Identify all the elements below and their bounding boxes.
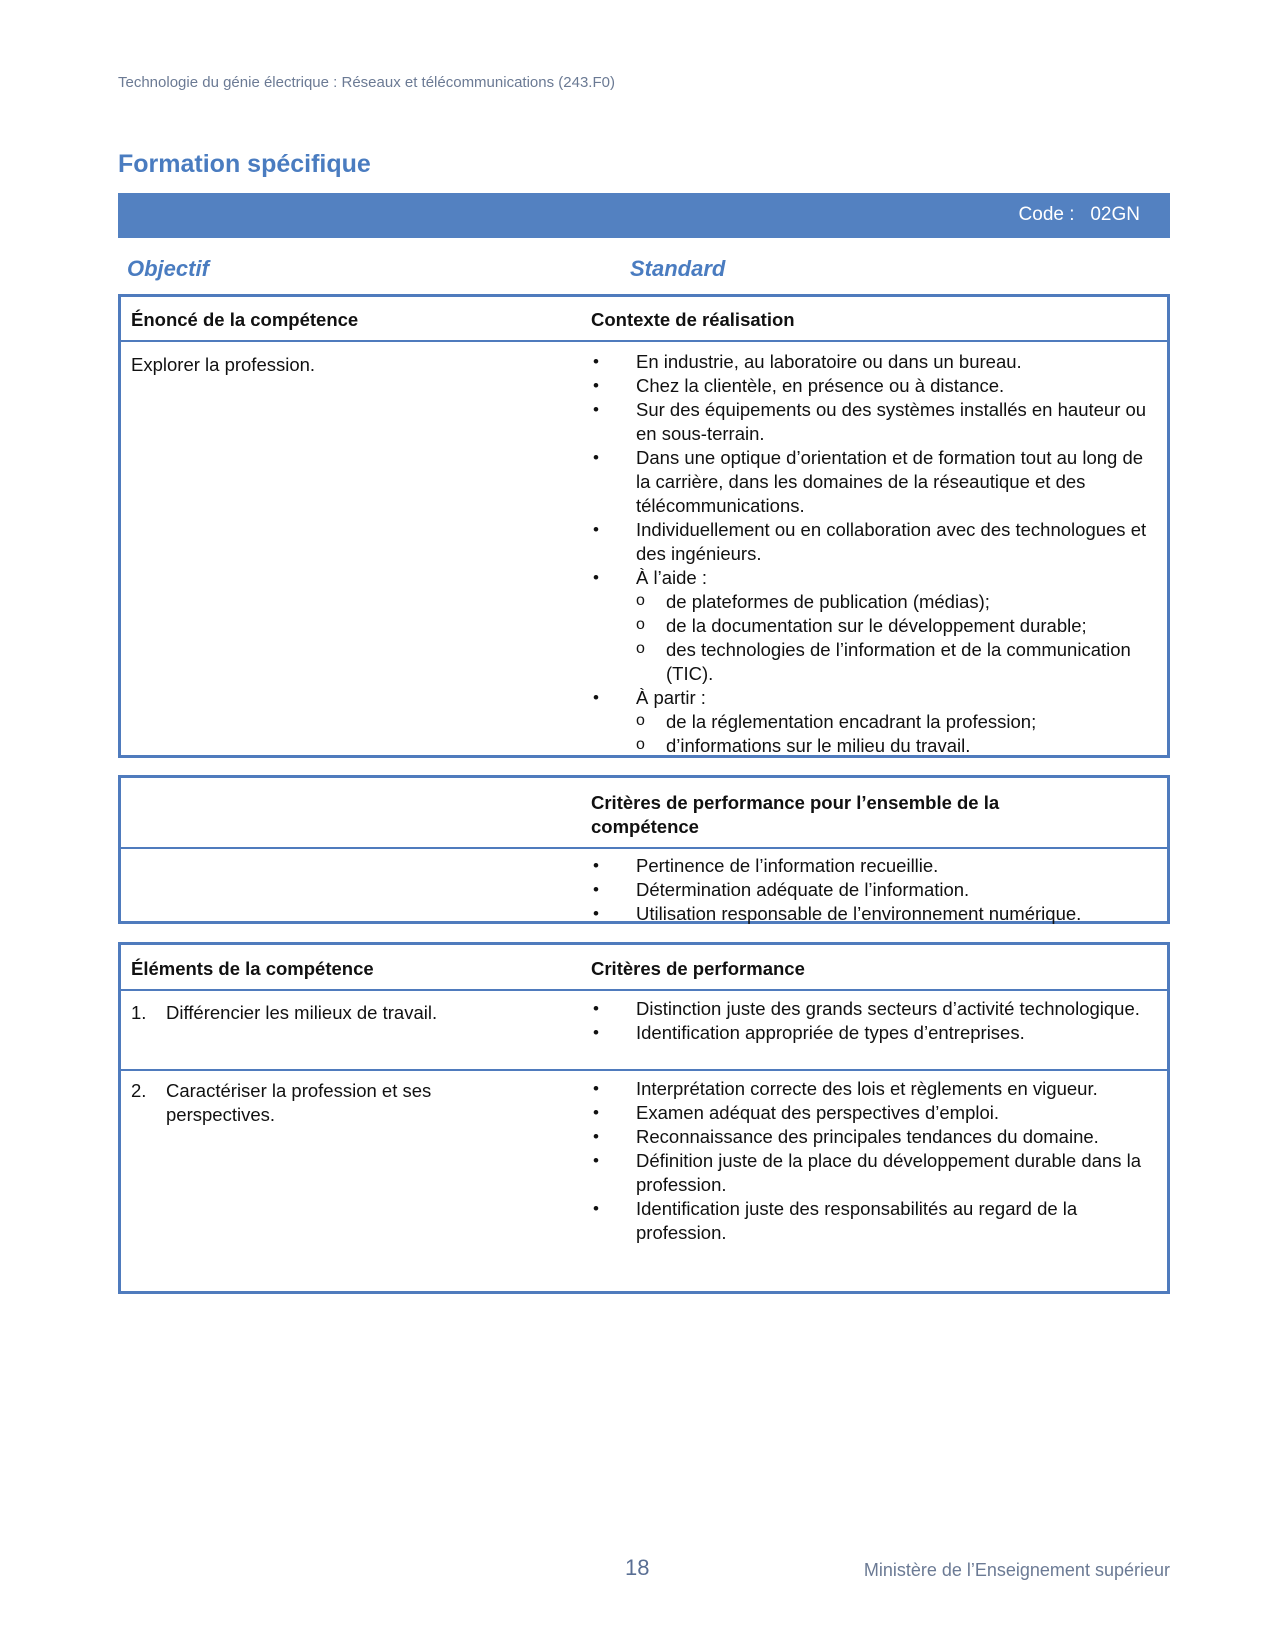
partir-sub-item: o de la réglementation encadrant la profession; — [636, 710, 1151, 734]
contexte-item: • Chez la clientèle, en présence ou à distance. — [591, 374, 1151, 398]
element-text — [131, 1079, 491, 1127]
competence-table — [118, 294, 1170, 758]
element-text — [131, 1001, 571, 1025]
global-criteria-list — [591, 854, 1151, 926]
element-criteria-item: • Reconnaissance des principales tendances du domaine. — [591, 1125, 1151, 1149]
element-number: 2. — [131, 1080, 147, 1101]
element-criteria-item: • Examen adéquat des perspectives d’emploi. — [591, 1101, 1151, 1125]
enonce-heading: Énoncé de la compétence — [131, 309, 359, 330]
elements-heading: Éléments de la compétence — [131, 958, 374, 979]
global-criteria-header — [121, 778, 1167, 847]
aide-label: À l’aide : — [636, 567, 707, 588]
aide-sub-item: o de la documentation sur le développement durable; — [636, 614, 1151, 638]
partir-item — [591, 686, 1151, 758]
code-value: 02GN — [1090, 204, 1140, 225]
contexte-list — [591, 350, 1151, 758]
element-label: Différencier les milieux de travail. — [166, 1002, 438, 1023]
section-title: Formation spécifique — [118, 150, 371, 178]
aide-item — [591, 566, 1151, 686]
contexte-heading: Contexte de réalisation — [591, 309, 795, 330]
contexte-item: • Dans une optique d’orientation et de formation tout au long de la carrière, dans les domaines de la réseautique et des télécommunications. — [591, 446, 1151, 518]
element-criteria-item: • Distinction juste des grands secteurs d’activité technologique. — [591, 997, 1151, 1021]
aide-sub-item: o des technologies de l’information et de la communication (TIC). — [636, 638, 1151, 686]
elements-table — [118, 942, 1170, 1294]
global-criteria-item: • Détermination adéquate de l’information. — [591, 878, 1151, 902]
global-criteria-heading: Critères de performance pour l’ensemble de la compétence — [591, 792, 1000, 837]
competence-table-header — [121, 297, 1167, 340]
element-number: 1. — [131, 1002, 147, 1023]
footer-ministry: Ministère de l’Enseignement supérieur — [863, 1560, 1170, 1580]
standard-heading: Standard — [630, 256, 726, 281]
objective-heading: Objectif — [127, 256, 209, 281]
contexte-item: • En industrie, au laboratoire ou dans un bureau. — [591, 350, 1151, 374]
element-criteria-list — [591, 997, 1151, 1045]
global-criteria-item: • Pertinence de l’information recueillie. — [591, 854, 1151, 878]
elements-table-header — [121, 945, 1167, 989]
element-criteria-item: • Identification appropriée de types d’entreprises. — [591, 1021, 1151, 1045]
element-label: Caractériser la profession et ses perspectives. — [166, 1080, 432, 1125]
partir-label: À partir : — [636, 687, 706, 708]
aide-sub-item: o de plateformes de publication (médias); — [636, 590, 1151, 614]
element-criteria-item: • Définition juste de la place du développement durable dans la profession. — [591, 1149, 1151, 1197]
element-criteria-item: • Interprétation correcte des lois et règlements en vigueur. — [591, 1077, 1151, 1101]
criteria-heading: Critères de performance — [591, 958, 805, 979]
code-bar — [118, 193, 1170, 238]
partir-sub-item: o d’informations sur le milieu du travail. — [636, 734, 1151, 758]
element-row — [121, 1069, 1167, 1245]
element-criteria-item: • Identification juste des responsabilités au regard de la profession. — [591, 1197, 1151, 1245]
element-row — [121, 989, 1167, 1069]
competence-table-body — [121, 340, 1167, 758]
page-number: 18 — [625, 1555, 650, 1580]
element-criteria-list — [591, 1077, 1151, 1245]
global-criteria-table — [118, 775, 1170, 924]
enonce-text: Explorer la profession. — [131, 354, 316, 375]
global-criteria-item: • Utilisation responsable de l’environnement numérique. — [591, 902, 1151, 926]
global-criteria-body — [121, 847, 1167, 926]
running-header: Technologie du génie électrique : Réseaux et télécommunications (243.F0) — [118, 74, 615, 91]
code-label: Code : — [1018, 204, 1075, 225]
contexte-item: • Individuellement ou en collaboration avec des technologues et des ingénieurs. — [591, 518, 1151, 566]
competency-code — [1019, 204, 1140, 226]
contexte-item: • Sur des équipements ou des systèmes installés en hauteur ou en sous-terrain. — [591, 398, 1151, 446]
